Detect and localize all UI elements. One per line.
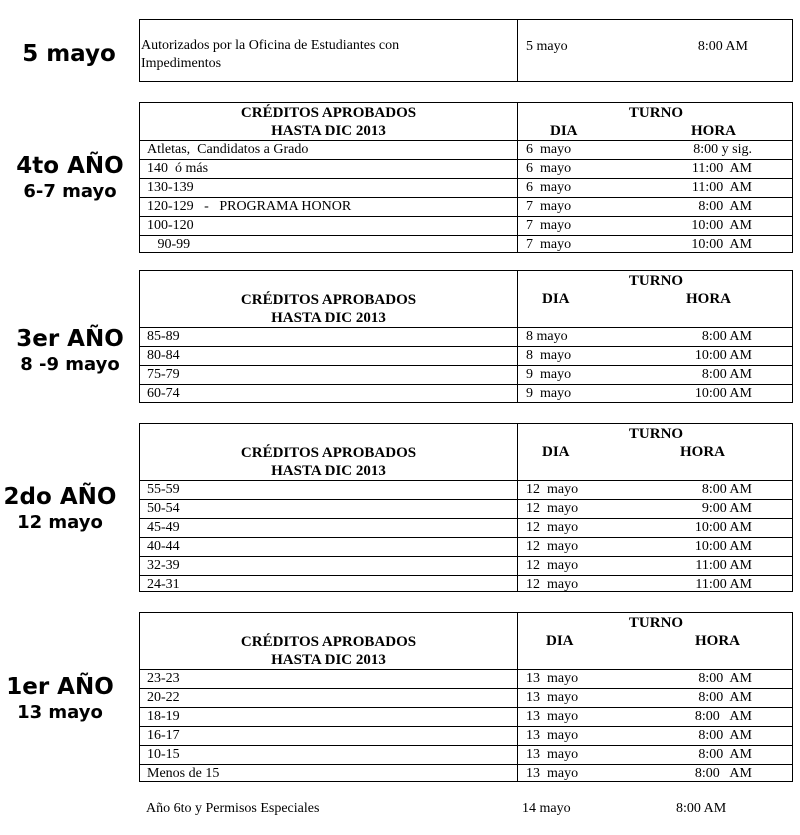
credits-cell: 24-31 — [147, 577, 180, 592]
credits-cell: 85-89 — [147, 329, 180, 344]
table-row — [140, 480, 792, 499]
table-row — [140, 518, 792, 537]
dia-cell: 9 mayo — [526, 386, 572, 401]
hora-cell: 8:00 AM — [701, 482, 752, 497]
credits-cell: 45-49 — [147, 520, 180, 535]
hora-cell: 8:00 AM — [694, 766, 752, 781]
credits-header-line2: HASTA DIC 2013 — [271, 652, 386, 668]
credits-cell: 18-19 — [147, 709, 180, 724]
dia-cell: 6 mayo — [526, 142, 572, 157]
section1-table — [139, 612, 793, 782]
dia-header: DIA — [542, 444, 570, 460]
hora-cell: 10:00 AM — [691, 237, 752, 252]
section0-hora: 8:00 AM — [697, 39, 748, 54]
dia-cell: 13 mayo — [526, 709, 579, 724]
section2-table — [139, 423, 793, 592]
dia-header: DIA — [542, 291, 570, 307]
footer-dia: 14 mayo — [522, 801, 571, 816]
section3-table — [139, 270, 793, 403]
turno-header: TURNO — [628, 426, 684, 442]
credits-cell: 55-59 — [147, 482, 180, 497]
table-row — [140, 688, 792, 707]
credits-header-line1: CRÉDITOS APROBADOS — [240, 292, 417, 308]
hora-cell: 10:00 AM — [694, 348, 752, 363]
table-row — [140, 745, 792, 764]
section0-date: 5 mayo — [22, 41, 116, 67]
hora-cell: 10:00 AM — [691, 218, 752, 233]
hora-cell: 10:00 AM — [694, 386, 752, 401]
credits-cell: 120-129 - PROGRAMA HONOR — [147, 199, 352, 214]
credits-cell: 10-15 — [147, 747, 180, 762]
hora-header: HORA — [691, 123, 736, 139]
credits-cell: 16-17 — [147, 728, 180, 743]
table-row — [140, 537, 792, 556]
dia-cell: 12 mayo — [526, 577, 579, 592]
credits-cell: 140 ó más — [147, 161, 209, 176]
table-row — [140, 178, 792, 197]
turno-header: TURNO — [628, 105, 684, 121]
section0-date-label — [14, 40, 124, 68]
credits-cell: 75-79 — [147, 367, 180, 382]
credits-header-line1: CRÉDITOS APROBADOS — [240, 105, 417, 121]
hora-cell: 9:00 AM — [701, 501, 752, 516]
credits-cell: 90-99 — [147, 237, 191, 252]
table-row — [140, 575, 792, 594]
table-row — [140, 197, 792, 216]
credits-cell: 100-120 — [147, 218, 194, 233]
dia-cell: 9 mayo — [526, 367, 572, 382]
hora-cell: 8:00 AM — [701, 367, 752, 382]
hora-cell: 11:00 AM — [691, 180, 752, 195]
hora-cell: 8:00 AM — [701, 329, 752, 344]
dia-cell: 12 mayo — [526, 558, 579, 573]
section1-year: 1er AÑO — [6, 674, 114, 700]
dia-cell: 6 mayo — [526, 161, 572, 176]
table-row — [140, 365, 792, 384]
hora-header: HORA — [695, 633, 740, 649]
section4-table — [139, 102, 793, 253]
hora-cell: 8:00 AM — [694, 709, 752, 724]
hora-cell: 11:00 AM — [691, 161, 752, 176]
hora-header: HORA — [686, 291, 731, 307]
section3-label — [10, 325, 130, 377]
table-row — [140, 384, 792, 403]
table-row — [140, 556, 792, 575]
section0-table — [139, 19, 793, 82]
hora-header: HORA — [680, 444, 725, 460]
table-row — [140, 764, 792, 783]
credits-header-line2: HASTA DIC 2013 — [271, 310, 386, 326]
dia-cell: 7 mayo — [526, 237, 572, 252]
column-divider — [517, 20, 518, 81]
section4-dates: 6-7 mayo — [23, 181, 117, 202]
hora-cell: 11:00 AM — [695, 558, 752, 573]
dia-header: DIA — [550, 123, 578, 139]
section4-year: 4to AÑO — [16, 153, 124, 179]
dia-cell: 13 mayo — [526, 671, 579, 686]
credits-cell: 23-23 — [147, 671, 180, 686]
table-row — [140, 669, 792, 688]
dia-cell: 7 mayo — [526, 199, 572, 214]
credits-cell: 50-54 — [147, 501, 180, 516]
credits-cell: 60-74 — [147, 386, 180, 401]
section0-description: Autorizados por la Oficina de Estudiantes con Impedimentos — [141, 38, 400, 71]
table-row — [140, 235, 792, 254]
credits-cell: Atletas, Candidatos a Grado — [147, 142, 309, 157]
credits-cell: 20-22 — [147, 690, 180, 705]
turno-header: TURNO — [628, 615, 684, 631]
credits-header-line1: CRÉDITOS APROBADOS — [240, 634, 417, 650]
table-row — [140, 346, 792, 365]
dia-cell: 13 mayo — [526, 690, 579, 705]
credits-cell: 32-39 — [147, 558, 180, 573]
dia-cell: 8 mayo — [526, 348, 572, 363]
credits-header-line1: CRÉDITOS APROBADOS — [240, 445, 417, 461]
dia-cell: 12 mayo — [526, 501, 579, 516]
section2-label — [0, 483, 120, 535]
dia-cell: 12 mayo — [526, 520, 579, 535]
table-row — [140, 726, 792, 745]
dia-cell: 12 mayo — [526, 539, 579, 554]
hora-cell: 8:00 AM — [698, 199, 752, 214]
dia-cell: 7 mayo — [526, 218, 572, 233]
turno-header: TURNO — [628, 273, 684, 289]
hora-cell: 10:00 AM — [694, 520, 752, 535]
dia-header: DIA — [546, 633, 574, 649]
credits-cell: 130-139 — [147, 180, 194, 195]
hora-cell: 8:00 AM — [698, 690, 752, 705]
table-row — [140, 159, 792, 178]
hora-cell: 8:00 AM — [698, 671, 752, 686]
dia-cell: 13 mayo — [526, 728, 579, 743]
hora-cell: 8:00 AM — [698, 747, 752, 762]
dia-cell: 13 mayo — [526, 766, 579, 781]
table-row — [140, 327, 792, 346]
table-row — [140, 140, 792, 159]
dia-cell: 8 mayo — [526, 329, 568, 344]
section3-dates: 8 -9 mayo — [20, 354, 120, 375]
section1-label — [0, 673, 120, 725]
footer-hora: 8:00 AM — [676, 801, 727, 816]
dia-cell: 12 mayo — [526, 482, 579, 497]
hora-cell: 11:00 AM — [695, 577, 752, 592]
dia-cell: 13 mayo — [526, 747, 579, 762]
credits-cell: Menos de 15 — [147, 766, 220, 781]
hora-cell: 8:00 AM — [698, 728, 752, 743]
credits-cell: 40-44 — [147, 539, 180, 554]
table-row — [140, 216, 792, 235]
footer-description: Año 6to y Permisos Especiales — [146, 801, 320, 816]
hora-cell: 10:00 AM — [694, 539, 752, 554]
hora-cell: 8:00 y sig. — [693, 142, 752, 157]
dia-cell: 6 mayo — [526, 180, 572, 195]
section1-dates: 13 mayo — [17, 702, 103, 723]
section0-dia: 5 mayo — [526, 39, 568, 54]
section2-year: 2do AÑO — [3, 484, 117, 510]
table-row — [140, 707, 792, 726]
section3-year: 3er AÑO — [16, 326, 124, 352]
credits-header-line2: HASTA DIC 2013 — [271, 123, 386, 139]
credits-cell: 80-84 — [147, 348, 180, 363]
section4-label — [10, 152, 130, 204]
table-row — [140, 499, 792, 518]
credits-header-line2: HASTA DIC 2013 — [271, 463, 386, 479]
section2-dates: 12 mayo — [17, 512, 103, 533]
